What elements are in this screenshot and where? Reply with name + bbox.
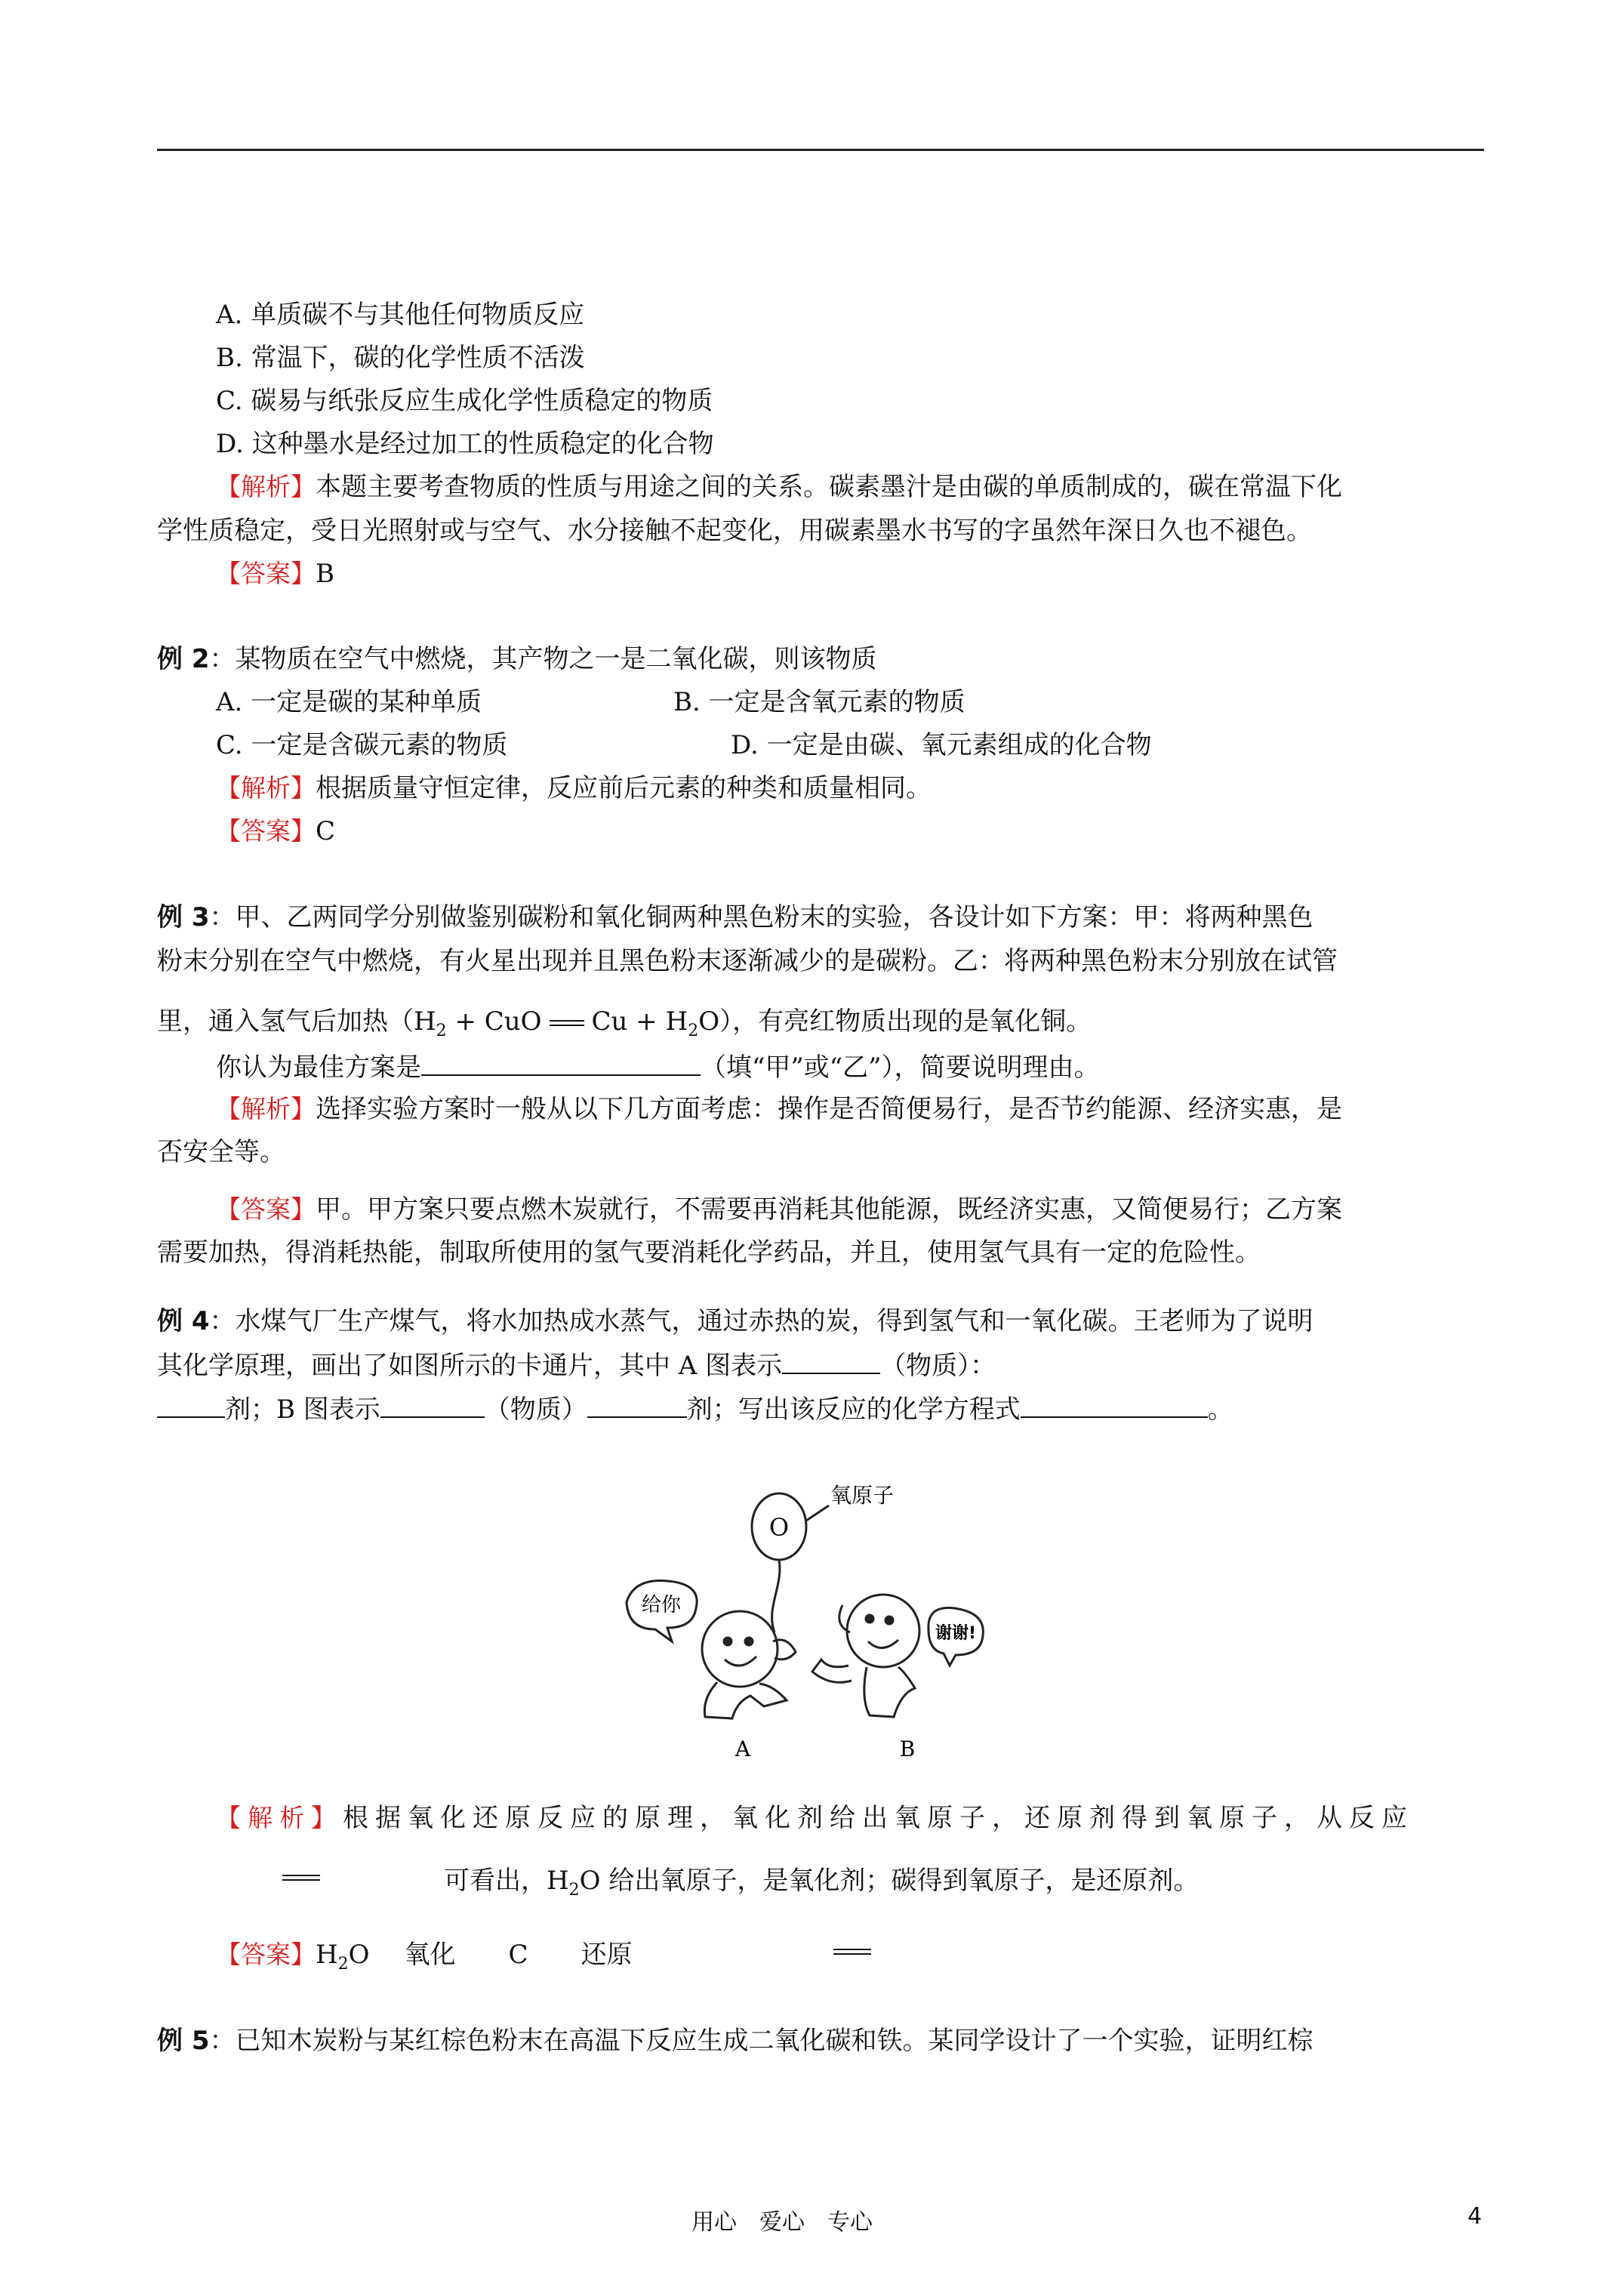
answer-tag: 【答案】 — [216, 1940, 316, 1969]
label-pointer — [806, 1505, 829, 1521]
answer-tag: 【答案】 — [216, 816, 316, 846]
balloon-label: 氧原子 — [830, 1483, 895, 1508]
q3-answer-line1: 【答案】甲。甲方案只要点燃木炭就行，不需要再消耗其他能源，既经济实惠，又简便易行；乙方案 — [216, 1194, 1342, 1225]
answer-tag: 【答案】 — [216, 559, 316, 588]
caption-b: B — [899, 1737, 916, 1759]
q3-line2: 粉末分别在空气中燃烧，有火星出现并且黑色粉末逐渐减少的是碳粉。乙：将两种黑色粉末分别放在试管 — [157, 946, 1338, 976]
q3-line1: 例 3：甲、乙两同学分别做鉴别碳粉和氧化铜两种黑色粉末的实验，各设计如下方案：甲：将两种黑色 — [157, 902, 1313, 932]
caption-a: A — [735, 1737, 751, 1759]
answer-blank[interactable] — [1021, 1391, 1208, 1418]
answer-blank[interactable] — [380, 1391, 485, 1418]
balloon-string — [772, 1560, 780, 1632]
q3-analysis-line1: 【解析】选择实验方案时一般从以下几方面考虑：操作是否简便易行，是否节约能源、经济实惠，是 — [216, 1094, 1342, 1124]
answer-blank[interactable] — [587, 1391, 687, 1418]
q2-option-b: B. 一定是含氧元素的物质 — [673, 687, 965, 717]
q2-answer: 【答案】C — [216, 816, 336, 846]
q1-option-c: C. 碳易与纸张反应生成化学性质稳定的物质 — [216, 386, 713, 416]
analysis-tag: 【解析】 — [216, 1094, 316, 1123]
answer-blank[interactable] — [782, 1347, 880, 1374]
q1-option-d: D. 这种墨水是经过加工的性质稳定的化合物 — [216, 429, 714, 459]
answer-blank[interactable] — [157, 1391, 225, 1418]
answer-tag: 【答案】 — [216, 1194, 316, 1224]
q3-line3: 里，通入氢气后加热（$H_2$ + CuO $Cu + H_2O$），有亮红物质出现的是氧化铜。 — [157, 1006, 1092, 1040]
example-label: 例 2 — [157, 644, 210, 674]
q2-analysis: 【解析】根据质量守恒定律，反应前后元素的种类和质量相同。 — [216, 773, 932, 803]
answer-blank[interactable] — [421, 1049, 701, 1076]
equals-sign — [282, 1875, 320, 1881]
q1-option-b: B. 常温下，碳的化学性质不活泼 — [216, 343, 585, 373]
example-label: 例 4 — [157, 1306, 210, 1336]
page-number: 4 — [1467, 2203, 1483, 2230]
q2-option-c: C. 一定是含碳元素的物质 — [216, 730, 508, 760]
speech-a-text: 给你 — [641, 1594, 682, 1616]
q1-analysis-line1: 【解析】本题主要考查物质的性质与用途之间的关系。碳素墨汁是由碳的单质制成的，碳在常温下化 — [216, 472, 1342, 502]
character-a-head — [702, 1611, 778, 1687]
q3-answer-line2: 需要加热，得消耗热能，制取所使用的氢气要消耗化学药品，并且，使用氢气具有一定的危险性。 — [157, 1237, 1261, 1268]
q4-line1: 例 4：水煤气厂生产煤气，将水加热成水蒸气，通过赤热的炭，得到氢气和一氧化碳。王老师为了说明 — [157, 1306, 1313, 1336]
speech-b-text: 谢谢! — [935, 1624, 977, 1643]
q3-line4: 你认为最佳方案是 （填“甲”或“乙”），简要说明理由。 — [216, 1049, 1100, 1085]
footer-motto: 用心 爱心 专心 — [691, 2209, 873, 2236]
q1-option-a: A. 单质碳不与其他任何物质反应 — [216, 300, 585, 330]
analysis-tag: 【解析】 — [216, 472, 316, 501]
equals-sign — [833, 1949, 871, 1955]
q2-stem: 例 2：某物质在空气中燃烧，其产物之一是二氧化碳，则该物质 — [157, 644, 877, 674]
analysis-tag: 【解析】 — [216, 1803, 343, 1832]
header-rule — [157, 149, 1484, 151]
character-b-head — [847, 1595, 919, 1667]
example-label: 例 3 — [157, 902, 210, 932]
q1-analysis-line2: 学性质稳定，受日光照射或与空气、水分接触不起变化，用碳素墨水书写的字虽然年深日久也不褪色。 — [157, 516, 1312, 546]
analysis-tag: 【解析】 — [216, 773, 316, 803]
q4-answer: 【答案】$H_2O$ 氧化 C 还原 — [216, 1940, 633, 1974]
example-label: 例 5 — [157, 2026, 210, 2056]
q2-option-d: D. 一定是由碳、氧元素组成的化合物 — [731, 730, 1152, 760]
balloon-text: O — [768, 1513, 790, 1542]
q2-option-a: A. 一定是碳的某种单质 — [216, 687, 482, 717]
q5-line1: 例 5：已知木炭粉与某红棕色粉末在高温下反应生成二氧化碳和铁。某同学设计了一个实验，证明红棕 — [157, 2026, 1313, 2056]
equals-sign — [550, 1020, 584, 1026]
q4-line2: 其化学原理，画出了如图所示的卡通片，其中 A 图表示 （物质）： — [157, 1347, 996, 1383]
q4-analysis-line2: 可看出，$H_2O$ 给出氧原子，是氧化剂；碳得到氧原子，是还原剂。 — [444, 1866, 1200, 1900]
q3-analysis-line2: 否安全等。 — [157, 1137, 285, 1167]
cartoon-figure — [589, 1457, 996, 1759]
q4-line3: 剂；B 图表示 （物质） 剂；写出该反应的化学方程式 。 — [157, 1391, 1233, 1427]
q1-answer: 【答案】B — [216, 559, 334, 589]
q4-analysis-line1: 【解析】根据氧化还原反应的原理，氧化剂给出氧原子，还原剂得到氧原子，从反应 — [216, 1803, 1414, 1833]
